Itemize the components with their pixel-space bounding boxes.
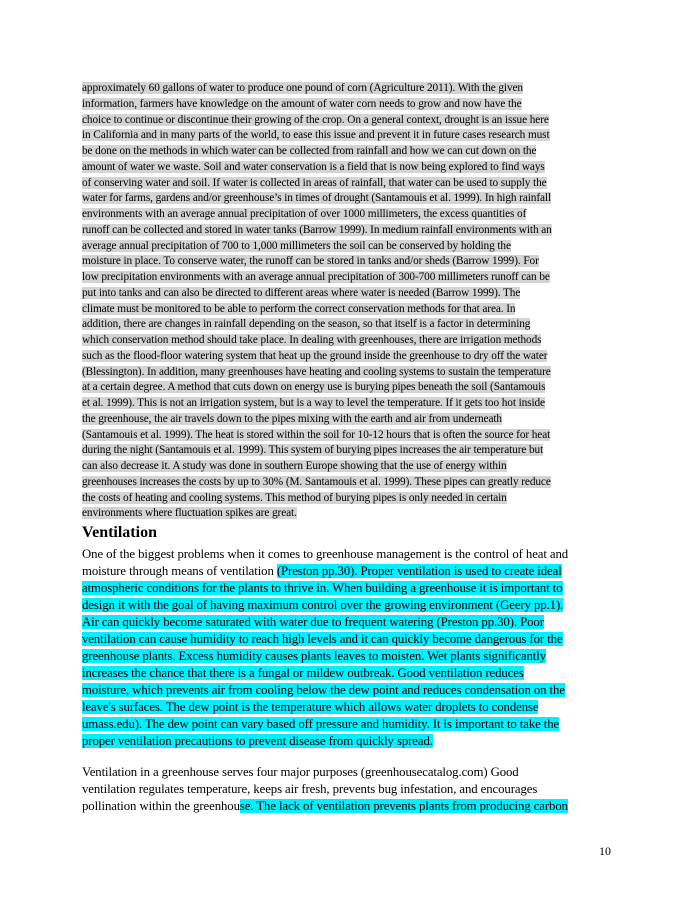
text-line: runoff can be collected and stored in water tanks (Barrow 1999). In medium rainfall environments with an (82, 223, 552, 236)
text-line: water for farms, gardens and/or greenhouse’s in times of drought (Santamouis et al. 1999). In high rainfall (82, 192, 551, 205)
text-line: moisture in place. To conserve water, the runoff can be stored in tanks and/or sheds (Barrow 1999). For (82, 255, 539, 268)
text-line: which conservation method should take place. In dealing with greenhouses, there are irrigation methods (82, 334, 542, 346)
highlighted-text: (Preston pp.30). Proper ventilation is used to create ideal (276, 564, 562, 578)
text-line: the greenhouse, the air travels down to the pipes mixing with the earth and air from underneath (82, 412, 502, 425)
highlighted-text: se. The lack of ventilation prevents plants from producing carbon (239, 799, 568, 813)
text-line: information, farmers have knowledge on the amount of water corn needs to grow and now have the (82, 97, 522, 110)
text-line: during the night (Santamouis et al. 1999). This system of burying pipes increases the air temperature but (82, 444, 544, 457)
text-line: moisture through means of ventilation (82, 564, 277, 578)
page-number: 10 (599, 844, 611, 858)
text-line: the costs of heating and cooling systems. This method of burying pipes is only needed in certain (82, 491, 507, 504)
text-line: environments where fluctuation spikes are great. (82, 507, 297, 520)
text-line: Ventilation in a greenhouse serves four major purposes (greenhousecatalog.com) Good (82, 765, 519, 779)
highlighted-text: ventilation can cause humidity to reach high levels and it can quickly become dangerous for the (82, 632, 563, 646)
text-line: at a certain degree. A method that cuts down on energy use is burying pipes beneath the soil (Santamouis (82, 381, 546, 394)
text-line: low precipitation environments with an average annual precipitation of 300-700 millimeters runoff can be (82, 271, 550, 283)
text-line: choice to continue or discontinue their growing of the crop. On a general context, drought is an issue here (82, 113, 549, 126)
text-line: climate must be monitored to be able to perform the correct conservation methods for that area. In (82, 302, 516, 315)
text-line: average annual precipitation of 700 to 1,000 millimeters the soil can be conserved by holding the (82, 239, 511, 252)
highlighted-text: Air can quickly become saturated with water due to frequent watering (Preston pp.30). Poor (82, 615, 544, 629)
text-line: ventilation regulates temperature, keeps air fresh, prevents bug infestation, and encourages (82, 782, 538, 796)
text-line: pollination within the greenhou (82, 799, 240, 813)
text-line: (Santamouis et al. 1999). The heat is stored within the soil for 10-12 hours that is often the source for heat (82, 428, 551, 441)
text-line: in California and in many parts of the world, to ease this issue and prevent it in future cases research must (82, 129, 550, 142)
text-line: (Blessington). In addition, many greenhouses have heating and cooling systems to sustain the temperature (82, 365, 551, 378)
highlighted-text: atmospheric conditions for the plants to thrive in. When building a greenhouse it is important to (82, 581, 563, 595)
text-line: put into tanks and can also be directed to different areas where water is needed (Barrow 1999). The (82, 286, 521, 299)
highlighted-text: design it with the goal of having maximum control over the growing environment (Geery pp.1). (82, 598, 564, 612)
text-line: be done on the methods in which water can be collected from rainfall and how we can cut down on the (82, 145, 537, 157)
paragraph-water-conservation (82, 81, 617, 522)
text-line: of conserving water and soil. If water is collected in areas of rainfall, that water can be used to supply the (82, 176, 547, 189)
paragraph-ventilation-purposes (82, 764, 617, 815)
text-line: addition, there are changes in rainfall depending on the season, so that itself is a factor in determining (82, 318, 531, 331)
section-heading: Ventilation (82, 524, 157, 541)
text-line: amount of water we waste. Soil and water conservation is a field that is now being explored to find ways (82, 160, 545, 173)
highlighted-text: moisture, which prevents air from cooling below the dew point and reduces condensation on the (82, 683, 565, 697)
text-line: such as the flood-floor watering system that heat up the ground inside the greenhouse to dry off the water (82, 349, 548, 362)
text-line: One of the biggest problems when it comes to greenhouse management is the control of heat and (82, 547, 569, 561)
highlighted-text: increases the chance that there is a fungal or mildew outbreak. Good ventilation reduces (82, 666, 524, 680)
highlighted-text: leave's surfaces. The dew point is the temperature which allows water droplets to condense (82, 700, 539, 714)
text-line: environments with an average annual precipitation of over 1000 millimeters, the excess quantities of (82, 208, 527, 220)
paragraph-ventilation-problems (82, 546, 617, 750)
text-line: et al. 1999). This is not an irrigation system, but is a way to level the temperature. If it gets too hot inside (82, 397, 545, 409)
highlighted-text: proper ventilation precautions to prevent disease from quickly spread. (82, 734, 433, 748)
text-line: approximately 60 gallons of water to produce one pound of corn (Agriculture 2011). With the given (82, 82, 523, 94)
highlighted-text: umass.edu). The dew point can vary based off pressure and humidity. It is important to take the (82, 717, 560, 731)
highlighted-text: greenhouse plants. Excess humidity causes plants leaves to moisten. Wet plants significantly (82, 649, 546, 663)
text-line: greenhouses increases the costs by up to 30% (M. Santamouis et al. 1999). These pipes can greatly reduce (82, 475, 551, 488)
text-line: can also decrease it. A study was done in southern Europe showing that the use of energy within (82, 460, 507, 472)
